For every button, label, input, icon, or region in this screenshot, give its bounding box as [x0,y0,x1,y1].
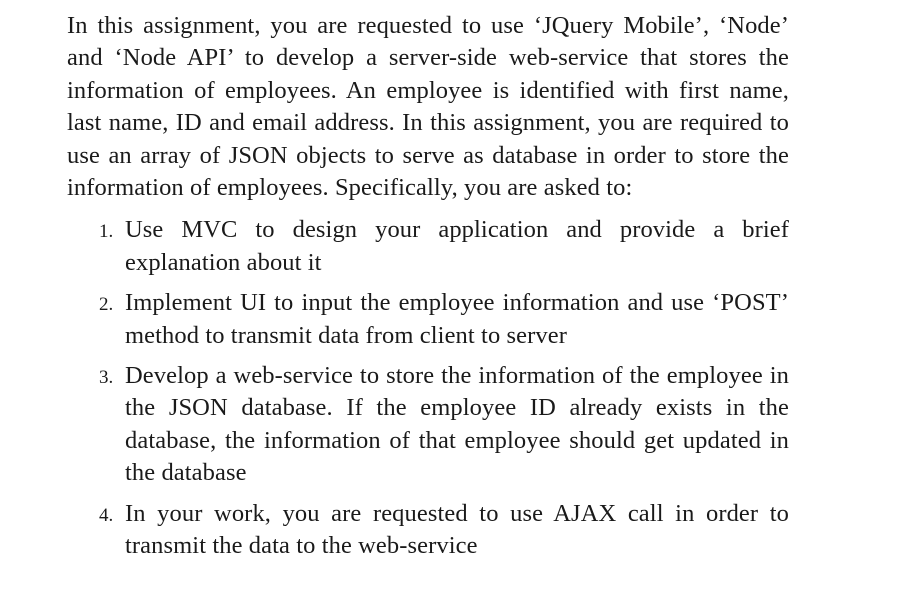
task-list [67,214,789,562]
task-item-3 [99,360,789,490]
task-item-4 [99,498,789,563]
assignment-document [67,10,789,571]
task-text: Use MVC to design your application and provide a brief explanation about it [125,216,789,276]
task-item-1 [99,214,789,279]
task-number: 3. [99,367,114,389]
task-text: Implement UI to input the employee information and use ‘POST’ method to transmit data from client to server [125,289,789,349]
intro-paragraph: In this assignment, you are requested to use ‘JQuery Mobile’, ‘Node’ and ‘Node API’ to develop a server-side web-service that stores the information of employees. An employee is identified with first name, last name, ID and email address. In this assignment, you are required to use an array of JSON objects to serve as database in order to store the information of employees. Specifically, you are asked to: [67,12,789,202]
task-text: Develop a web-service to store the information of the employee in the JSON database. If the employee ID already exists in the database, the information of that employee should get updated in the database [125,362,789,487]
task-text: In your work, you are requested to use AJAX call in order to transmit the data to the web-service [125,499,789,560]
task-number: 2. [99,294,114,316]
task-number: 1. [99,221,114,243]
task-number: 4. [99,504,114,526]
task-item-2 [99,287,789,352]
